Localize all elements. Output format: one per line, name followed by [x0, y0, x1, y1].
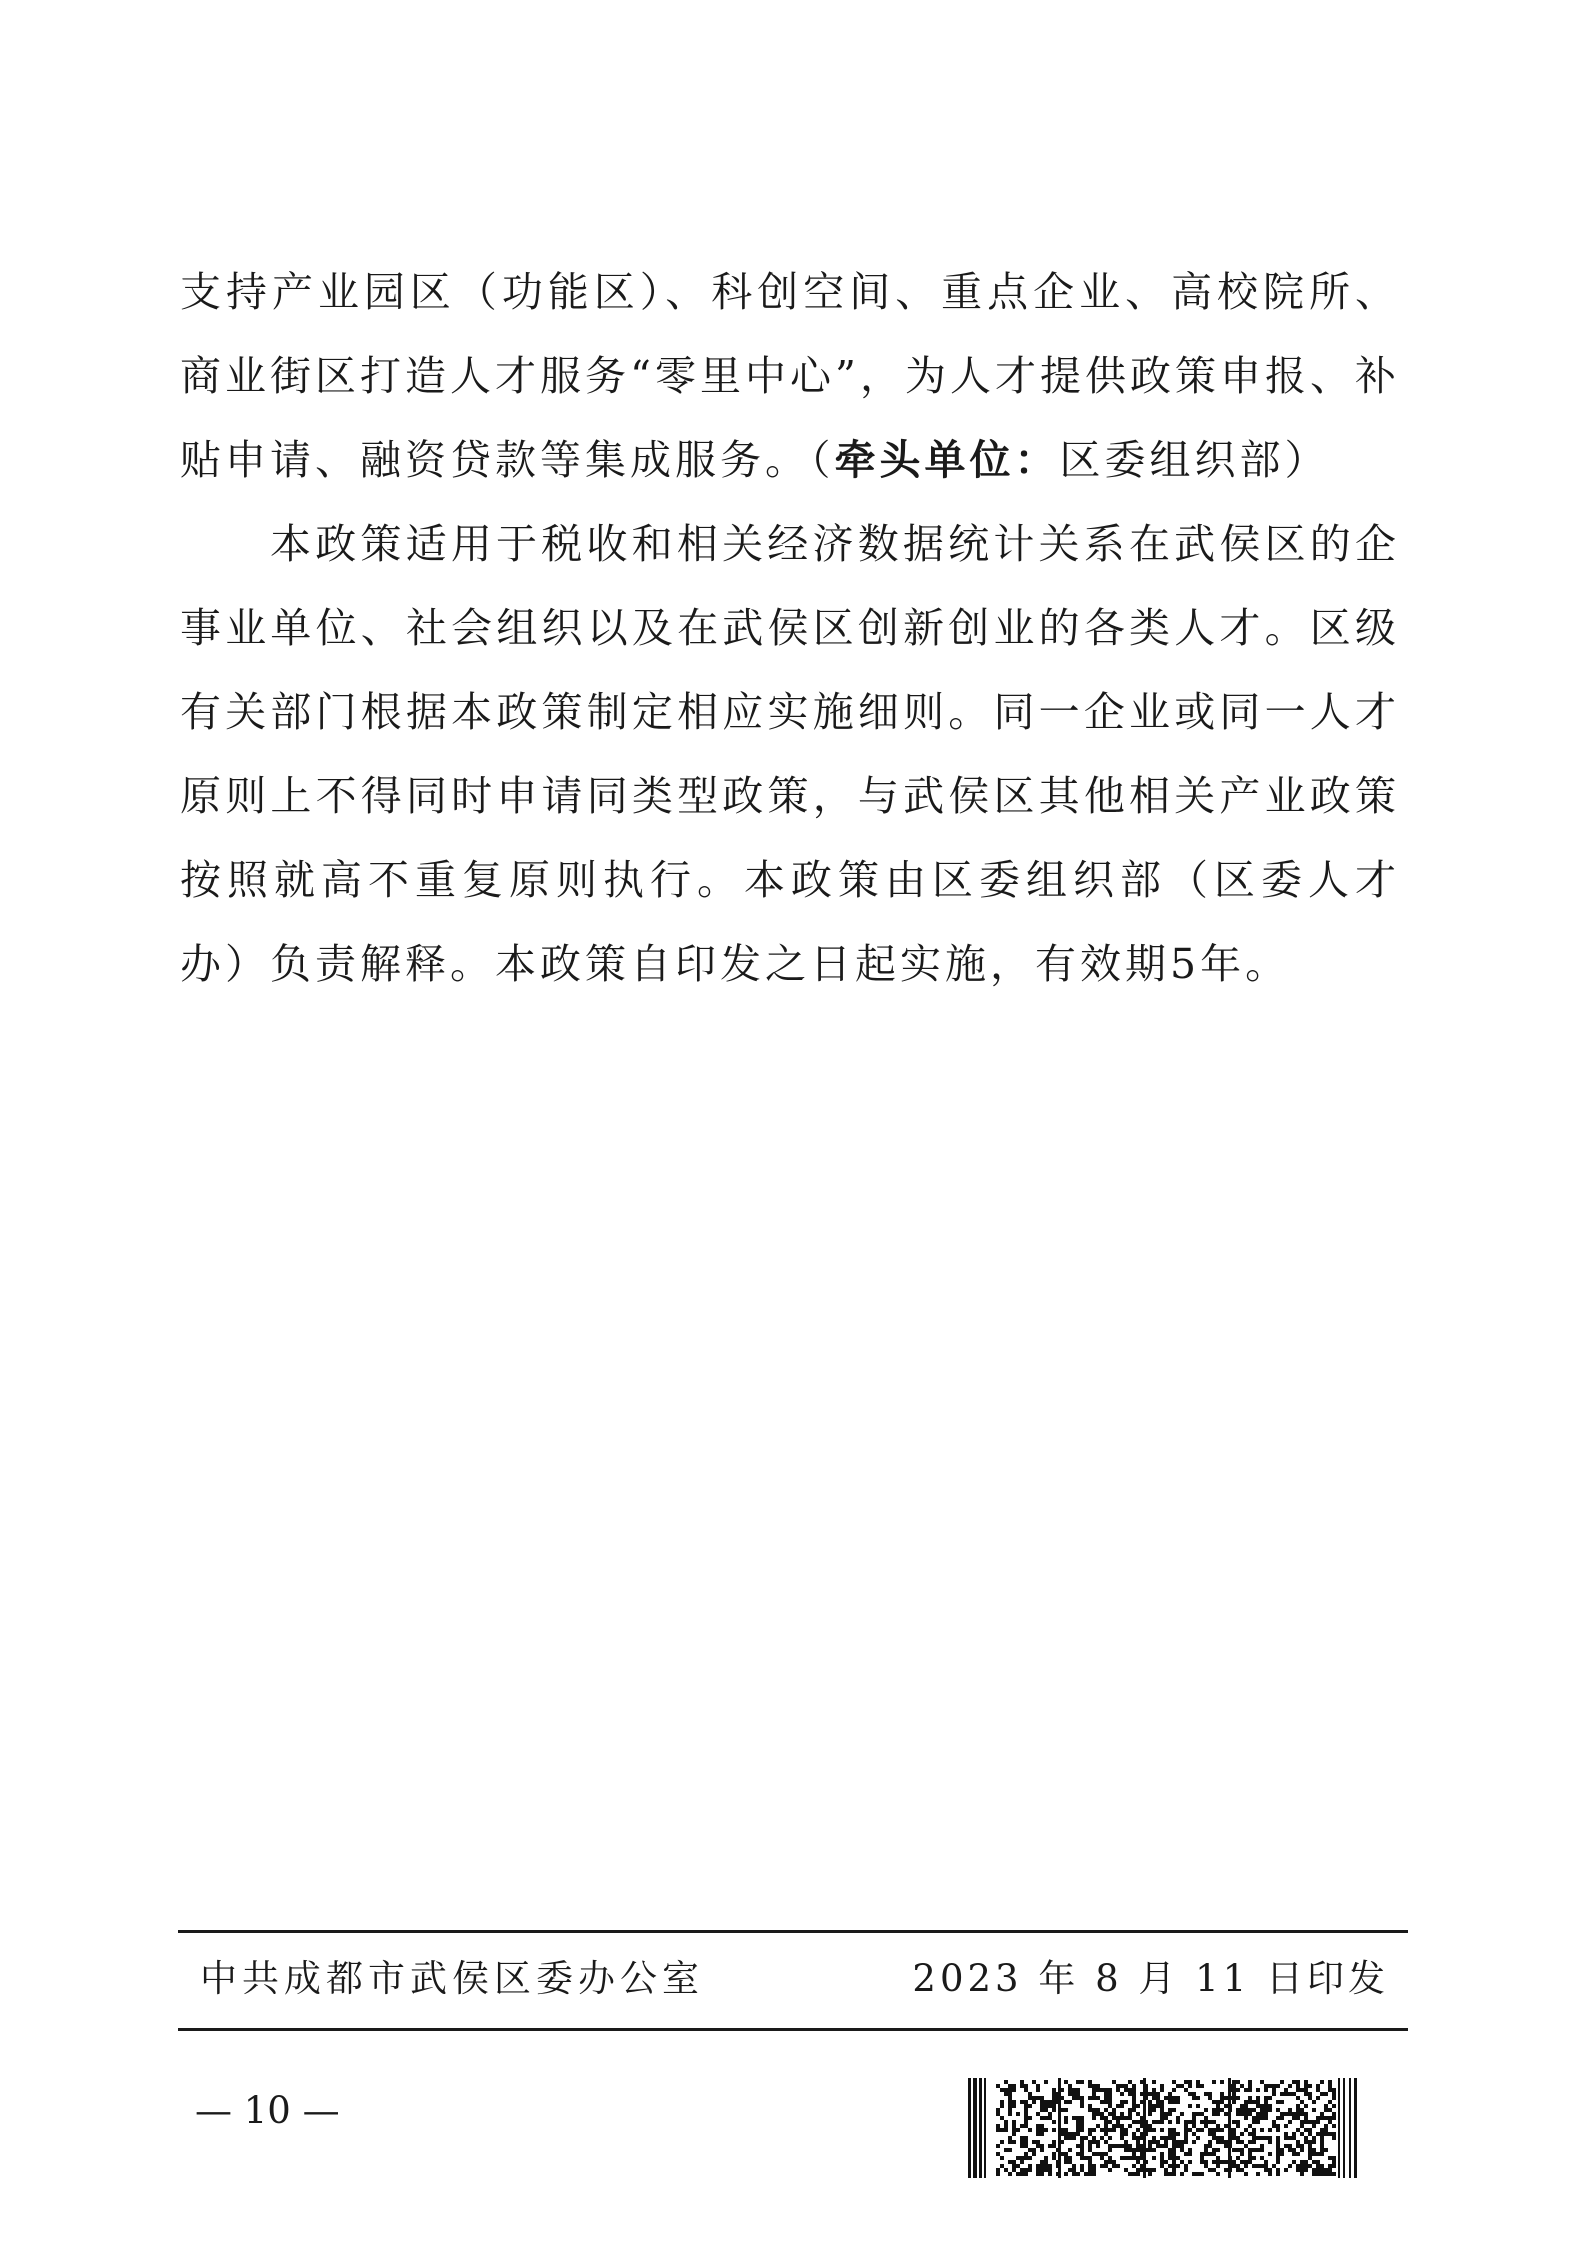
- lead-unit: 区委组织部: [1059, 436, 1285, 484]
- lead-unit-label: 牵头单位：: [834, 436, 1060, 484]
- paragraph-1: [180, 250, 1400, 502]
- footer-issue-date: 2023 年 8 月 11 日印发: [912, 1957, 1389, 2000]
- paragraph-1-text: 支持产业园区（功能区）、科创空间、重点企业、高校院所、商业街区打造人才服务“零里中心”，为人才提供政策申报、补贴申请、融资贷款等集成服务。（: [180, 268, 1400, 484]
- paragraph-2: 本政策适用于税收和相关经济数据统计关系在武侯区的企事业单位、社会组织以及在武侯区创新创业的各类人才。区级有关部门根据本政策制定相应实施细则。同一企业或同一人才原则上不得同时申请同类型政策，与武侯区其他相关产业政策按照就高不重复原则执行。本政策由区委组织部（区委人才办）负责解释。本政策自印发之日起实施，有效期5年。: [180, 520, 1400, 988]
- document-body: [180, 250, 1400, 1006]
- paragraph-1-close: ）: [1284, 436, 1330, 484]
- footer-bottom-rule: [178, 2028, 1408, 2031]
- barcode-image: [968, 2078, 1368, 2178]
- footer-top-rule: [178, 1930, 1408, 1933]
- footer-issuer: 中共成都市武侯区委办公室: [200, 1957, 704, 2000]
- page-number: — 10 —: [195, 2089, 340, 2132]
